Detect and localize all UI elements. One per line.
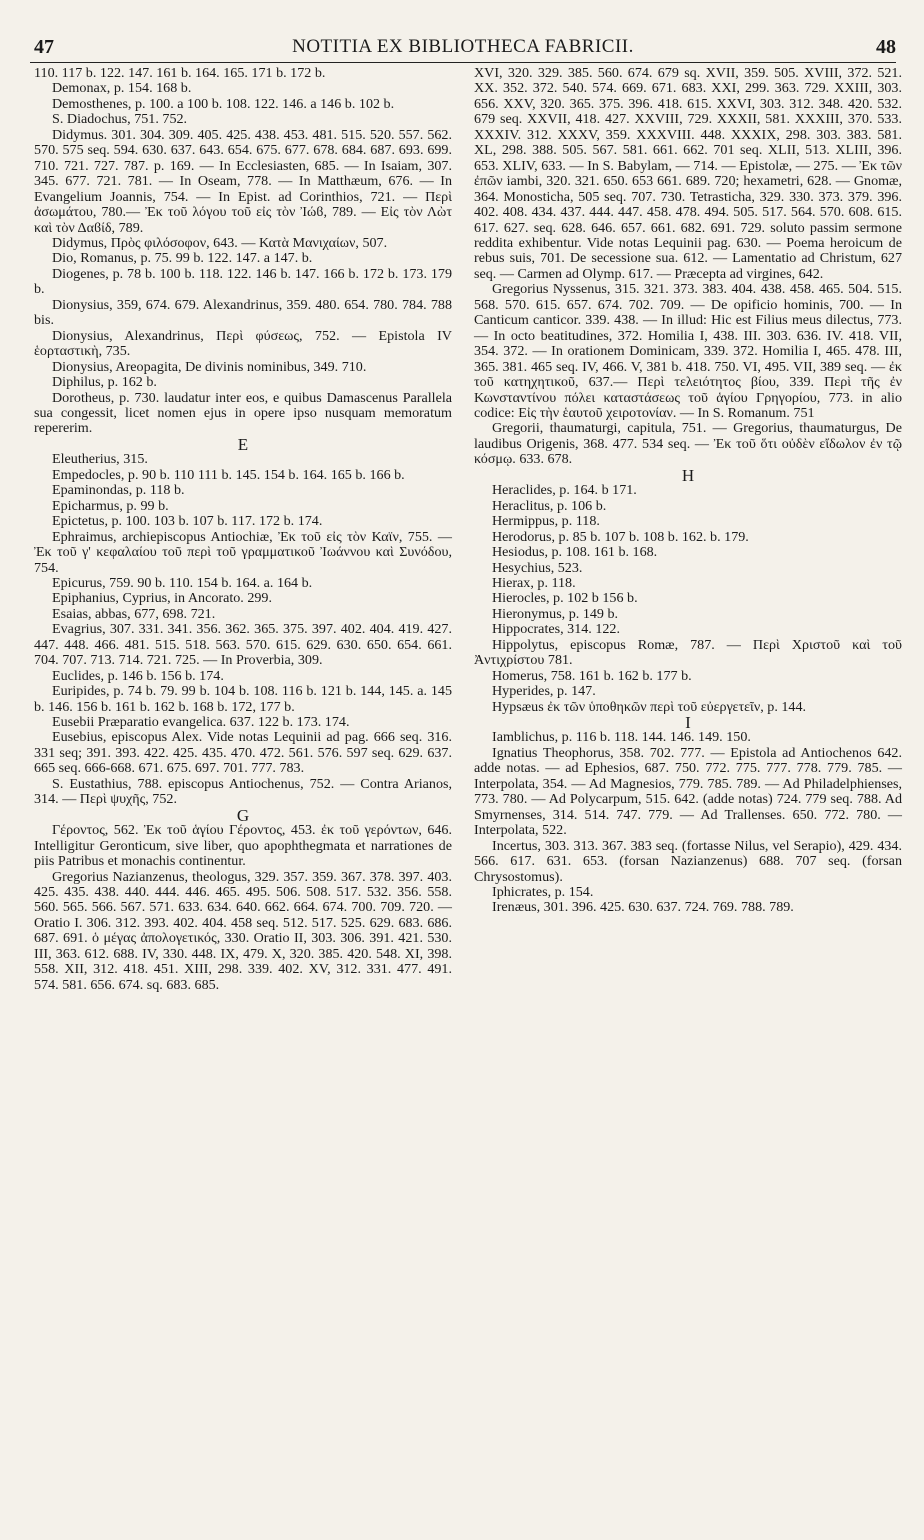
index-entry: S. Eustathius, 788. episcopus Antiochenus, 752. — Contra Arianos, 314. — Περὶ ψυχῆς, 752. xyxy=(34,775,452,808)
index-entry: Diogenes, p. 78 b. 100 b. 118. 122. 146 b. 147. 166 b. 172 b. 173. 179 b. xyxy=(34,265,452,298)
index-entry: Eusebius, episcopus Alex. Vide notas Lequinii ad pag. 666 seq. 316. 331 seq; 391. 393. 422. 425. 435. 470. 472. 561. 576. 597 seq. 629. 637. 665 seq. 666-668. 671. 675. 697. 701. 777. 783. xyxy=(34,729,452,777)
index-entry: Iamblichus, p. 116 b. 118. 144. 146. 149. 150. xyxy=(492,729,751,746)
index-entry: Didymus. 301. 304. 309. 405. 425. 438. 453. 481. 515. 520. 557. 562. 570. 575 seq. 594. 630. 637. 643. 654. 675. 677. 678. 684. 687. 693. 699. 710. 721. 727. 787. p. 169. — In Ecclesiasten, 685. — In Isaiam, 307. 345. 677. 721. 781. — In Oseam, 778. — In Matthæum, 676. — In Evangelium Joannis, 754. — In Epist. ad Corinthios, 721. — Περὶ ἀσωμάτου, 780.— Ἐκ τοῦ λόγου τοῦ εἰς τὸν Ἰώϐ, 789. — Εἰς τὸν Λὼτ καὶ τὸν Δαϐίδ, 789. xyxy=(34,126,452,236)
index-entry: Incertus, 303. 313. 367. 383 seq. (fortasse Nilus, vel Serapio), 429. 434. 566. 617. 631. 653. (forsan Nazianzenus) 688. 707 seq. (forsan Chrysostomus). xyxy=(474,837,902,885)
index-entry: Ephraimus, archiepiscopus Antiochiæ, Ἐκ τοῦ εἰς τὸν Καϊν, 755. — Ἐκ τοῦ γ' κεφαλαίου τοῦ περὶ τοῦ γραμματικοῦ Ἰωάννου καὶ Συνόδου, 754. xyxy=(34,528,452,576)
index-entry: Irenæus, 301. 396. 425. 630. 637. 724. 769. 788. 789. xyxy=(492,899,794,916)
running-title: NOTITIA EX BIBLIOTHECA FABRICII. xyxy=(292,36,634,57)
index-entry: XVI, 320. 329. 385. 560. 674. 679 sq. XVII, 359. 505. XVIII, 372. 521. XX. 352. 372. 540. 574. 669. 671. 683. XXI, 299. 363. 729. XXIII, 303. 656. XXV, 320. 365. 375. 396. 418. 615. XXVI, 303. 312. 348. 420. 532. 679 seq. XXVII, 418. 427. XXVIII, 729. XXXII, 581. XXXIII, 370. 533. XXXIV. 312. XXXV, 359. XXXVIII. 448. XXXIX, 298. 303. 383. 581. XL, 298. 388. 505. 567. 581. 661. 662. 701 seq. XLII, 513. XLIII, 396. 653. XLIV, 633. — In S. Babylam, — 714. — Epistolæ, — 275. — Ἐκ τῶν ἐπῶν iambi, 320. 321. 650. 653 661. 689. 720; hexametri, 628. — Gnomæ, 364. Monosticha, 505 seq. 707. 730. Tetrasticha, 329. 330. 373. 379. 396. 402. 408. 434. 437. 444. 447. 458. 478. 494. 505. 517. 564. 570. 608. 615. 617. 627. seq. 628. 646. 657. 661. 682. 691. 729. soluto passim sermone reddita exhibentur. Vide notas Lequinii pag. 630. — Poema heroicum de rebus suis, 701. De secessione sua. 612. — Lamentatio ad Christum, 627 seq. — Carmen ad Olymp. 617. — Præcepta ad virgines, 642. xyxy=(474,65,902,282)
index-entry: 110. 117 b. 122. 147. 161 b. 164. 165. 171 b. 172 b. xyxy=(34,65,326,81)
index-entry: Didymus, Πρὸς φιλόσοφον, 643. — Κατὰ Μανιχαίων, 507. xyxy=(52,234,388,251)
index-entry: S. Diadochus, 751. 752. xyxy=(52,111,188,128)
section-letter: H xyxy=(681,465,695,485)
page-number-right: 48 xyxy=(876,36,896,58)
index-entry: Gregorii, thaumaturgi, capitula, 751. — Gregorius, thaumaturgus, De laudibus Origenis, 368. 477. 534 seq. — Ἐκ τοῦ ὅτι οὐδὲν εἴδωλον ἐν τῷ κόσμῳ. 633. 678. xyxy=(474,420,902,468)
index-entry: Epicurus, 759. 90 b. 110. 154 b. 164. a. 164 b. xyxy=(52,574,313,591)
index-entry: Epiphanius, Cyprius, in Ancorato. 299. xyxy=(52,590,273,607)
running-header xyxy=(30,36,896,63)
index-entry: Hyperides, p. 147. xyxy=(492,683,596,700)
index-entry: Heraclides, p. 164. b 171. xyxy=(492,482,637,499)
index-entry: Diphilus, p. 162 b. xyxy=(52,374,157,391)
index-entry: Homerus, 758. 161 b. 162 b. 177 b. xyxy=(492,667,692,684)
index-entry: Hesychius, 523. xyxy=(492,559,583,576)
index-entry: Hesiodus, p. 108. 161 b. 168. xyxy=(492,544,658,561)
index-entry: Dionysius, Areopagita, De divinis nominibus, 349. 710. xyxy=(52,358,367,375)
index-entry: Dionysius, 359, 674. 679. Alexandrinus, 359. 480. 654. 780. 784. 788 bis. xyxy=(34,296,452,329)
index-entry: Hippocrates, 314. 122. xyxy=(492,621,620,638)
index-entry: Euclides, p. 146 b. 156 b. 174. xyxy=(52,667,224,684)
index-entry: Euripides, p. 74 b. 79. 99 b. 104 b. 108. 116 b. 121 b. 144, 145. a. 145 b. 146. 156 b. 161 b. 162 b. 168 b. 172, 177 b. xyxy=(34,683,452,715)
index-entry: Evagrius, 307. 331. 341. 356. 362. 365. 375. 397. 402. 404. 419. 427. 447. 448. 466. 481. 515. 518. 563. 570. 615. 629. 630. 650. 654. 661. 704. 707. 713. 714. 721. 725. — In Proverbia, 309. xyxy=(34,621,452,669)
index-entry: Dio, Romanus, p. 75. 99 b. 122. 147. a 147. b. xyxy=(52,250,313,267)
index-entry: Iphicrates, p. 154. xyxy=(492,884,594,901)
index-entry: Heraclitus, p. 106 b. xyxy=(492,497,607,514)
index-entry: Esaias, abbas, 677, 698. 721. xyxy=(52,605,216,622)
index-entry: Demonax, p. 154. 168 b. xyxy=(52,80,192,97)
index-entry: Epictetus, p. 100. 103 b. 107 b. 117. 172 b. 174. xyxy=(52,513,323,530)
index-entry: Hieronymus, p. 149 b. xyxy=(492,605,619,622)
index-entry: Herodorus, p. 85 b. 107 b. 108 b. 162. b. 179. xyxy=(492,528,749,545)
index-entry: Epicharmus, p. 99 b. xyxy=(52,497,169,514)
page-number-left: 47 xyxy=(34,36,54,58)
index-entry: Ignatius Theophorus, 358. 702. 777. — Epistola ad Antiochenos 642. adde notas. — ad Ephesios, 687. 750. 772. 775. 777. 778. 779. 785. — Interpolata, 354. — Ad Magnesios, 779. 785. 789. — Ad Philadelphienses, 773. 780. — Ad Polycarpum, 515. 642. (adde notas) 724. 779 seq. 788. Ad Smyrnenses, 314. 514. 747. 779. — Ad Trallenses. 650. 772. 780. — Interpolata, 522. xyxy=(474,744,902,839)
index-entry: Eusebii Præparatio evangelica. 637. 122 b. 173. 174. xyxy=(52,714,350,731)
index-entry: Empedocles, p. 90 b. 110 111 b. 145. 154 b. 164. 165 b. 166 b. xyxy=(52,466,405,483)
index-entry: Hierax, p. 118. xyxy=(492,574,576,591)
right-column xyxy=(474,66,902,916)
index-entry: Demosthenes, p. 100. a 100 b. 108. 122. 146. a 146 b. 102 b. xyxy=(52,95,395,112)
index-entry: Dionysius, Alexandrinus, Περὶ φύσεως, 752. — Epistola IV ἑορταστικὴ, 735. xyxy=(34,327,452,360)
index-entry: Hypsæus ἐκ τῶν ὑποθηκῶν περὶ τοῦ εὐεργετεῖν, p. 144. xyxy=(492,698,807,715)
section-letter: G xyxy=(236,805,250,825)
index-entry: Γέροντος, 562. Ἐκ τοῦ ἁγίου Γέροντος, 453. ἐκ τοῦ γερόντων, 646. Intelligitur Geronticum, sive liber, quo apophthegmata et narrationes de piis Patribus et monachis continentur. xyxy=(34,822,452,870)
index-entry: Dorotheus, p. 730. laudatur inter eos, e quibus Damascenus Parallela sua congessit, licet nomen ejus in opere ipso nusquam memoratum repererim. xyxy=(34,389,452,437)
index-entry: Gregorius Nyssenus, 315. 321. 373. 383. 404. 438. 458. 465. 504. 515. 568. 570. 615. 657. 674. 702. 709. — De opificio hominis, 700. — In Canticum canticor. 339. 438. — In illud: Hic est Filius meus dilectus, 773. — In octo beatitudines, 372. Homilia I, 438. III. 303. 636. IV. 418. VII, 354. 372. — In orationem Dominicam, 339. 372. Homilia I, 465. 478. III, 365. 381. 465 seq. IV, 466. V, 381 b. 418. 750. VI, 495. VII, 389 seq. — ἐκ τοῦ κατηχητικοῦ, 637.— Περὶ τελειότητος βίου, 339. Περὶ τῆς ἐν Κωνσταντίνου πόλει καταστάσεως τοῦ ἁγίου Γρηγορίου, 773. in alio codice: Εἰς τὴν ἑαυτοῦ χειροτονίαν. — In S. Romanum. 751 xyxy=(474,281,902,421)
index-entry: Hierocles, p. 102 b 156 b. xyxy=(492,590,638,607)
section-letter: E xyxy=(237,434,249,454)
left-column xyxy=(34,66,452,993)
index-entry: Gregorius Nazianzenus, theologus, 329. 357. 359. 367. 378. 397. 403. 425. 435. 438. 440. 444. 446. 465. 495. 506. 508. 517. 532. 356. 558. 560. 565. 566. 567. 571. 633. 634. 640. 662. 664. 674. 700. 709. 720. — Oratio I. 306. 312. 393. 402. 404. 458 seq. 512. 517. 525. 629. 683. 686. 687. 691. ὁ μέγας ἀπολογετικός, 330. Oratio II, 303. 306. 391. 421. 530. III, 363. 612. 688. IV, 330. 448. IX, 479. X, 320. 385. 420. 548. XI, 398. 558. XII, 312. 418. 451. XIII, 298. 339. 402. XV, 312. 331. 477. 491. 574. 581. 656. 674. sq. 683. 685. xyxy=(34,868,452,993)
index-entry: Hippolytus, episcopus Romæ, 787. — Περὶ Χριστοῦ καὶ τοῦ Ἀντιχρίστου 781. xyxy=(474,636,902,669)
index-entry: Epaminondas, p. 118 b. xyxy=(52,482,185,499)
index-entry: Eleutherius, 315. xyxy=(52,451,148,468)
index-entry: Hermippus, p. 118. xyxy=(492,513,600,530)
section-letter: I xyxy=(685,713,691,733)
